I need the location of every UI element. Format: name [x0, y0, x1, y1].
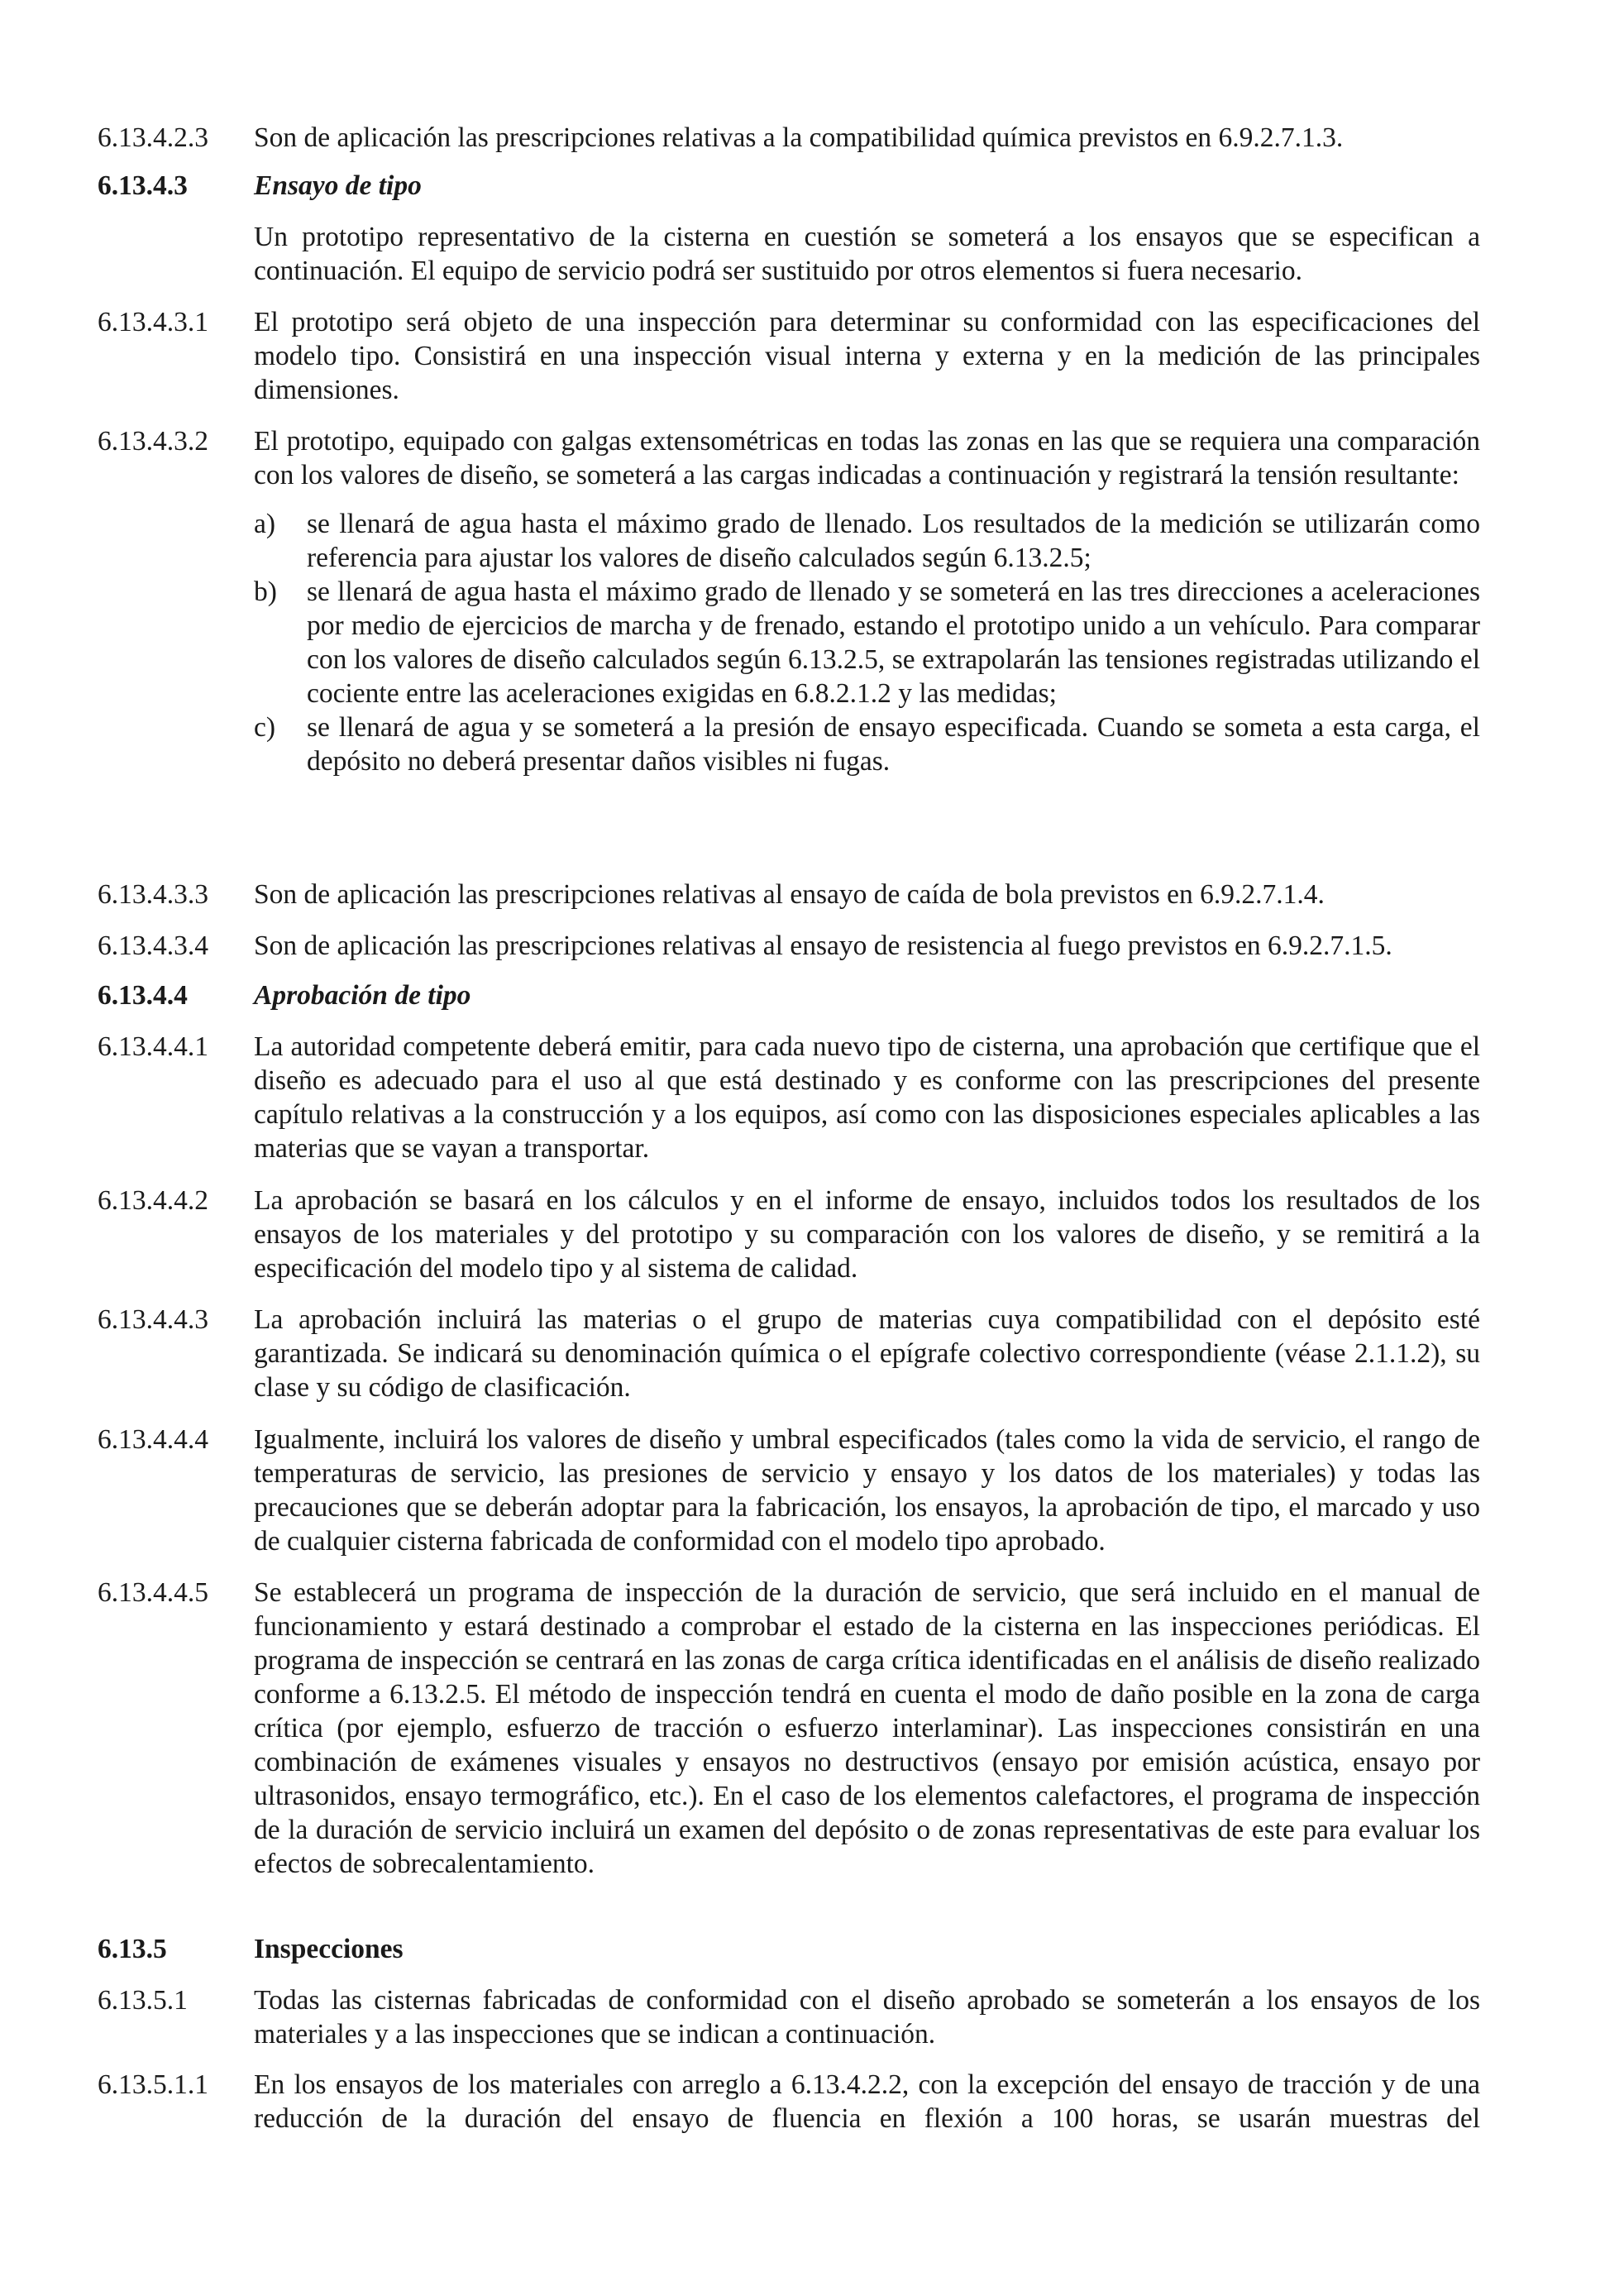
paragraph-6-13-4-3-2	[98, 424, 1480, 778]
list-item-text: se llenará de agua hasta el máximo grado de llenado y se someterá en las tres direcciones a aceleraciones por medio de ejercicios de marcha y de frenado, estando el prototipo unido a un vehículo. Para comparar con los valores de diseño calculados según 6.13.2.5, se extrapolarán las tensiones registradas utilizando el cociente entre las aceleraciones exigidas en 6.8.2.1.2 y las medidas;	[307, 576, 1480, 709]
section-number: 6.13.4.2.3	[98, 122, 208, 153]
paragraph-text: Igualmente, incluirá los valores de diseño y umbral especificados (tales como la vida de servicio, el rango de temperaturas de servicio, las presiones de servicio y ensayo y los datos de los materiales) y todas las precauciones que se deberán adoptar para la fabricación, los ensayos, la aprobación de tipo, el marcado y uso de cualquier cisterna fabricada de conformidad con el modelo tipo aprobado.	[254, 1424, 1480, 1557]
section-number: 6.13.4.4	[98, 980, 188, 1011]
paragraph-text: La autoridad competente deberá emitir, para cada nuevo tipo de cisterna, una aprobación que certifique que el diseño es adecuado para el uso al que está destinado y es conforme con las prescripciones del presente capítulo relativas a la construcción y a los equipos, así como con las disposiciones especiales aplicables a las materias que se vayan a transportar.	[254, 1031, 1480, 1164]
paragraph-text: En los ensayos de los materiales con arreglo a 6.13.4.2.2, con la excepción del ensayo de tracción y de una reducción de la duración del ensayo de fluencia en flexión a 100 horas, se usarán muestras del	[254, 2069, 1480, 2134]
paragraph-6-13-4-4-2	[98, 1184, 1480, 1285]
list-item-text: se llenará de agua hasta el máximo grado de llenado. Los resultados de la medición se utilizarán como referencia para ajustar los valores de diseño calculados según 6.13.2.5;	[307, 509, 1480, 573]
section-title: Aprobación de tipo	[254, 980, 471, 1011]
paragraph-text: Todas las cisternas fabricadas de conformidad con el diseño aprobado se someterán a los ensayos de los materiales y a las inspecciones que se indican a continuación.	[254, 1985, 1480, 2050]
section-number: 6.13.5.1.1	[98, 2069, 208, 2100]
paragraph-6-13-4-3-3	[98, 878, 1480, 911]
paragraph-6-13-4-4-1	[98, 1030, 1480, 1165]
paragraph-6-13-5-1-1	[98, 2068, 1480, 2136]
list-item-label: c)	[254, 712, 276, 743]
paragraph-6-13-4-3-4	[98, 929, 1480, 963]
paragraph-text: Son de aplicación las prescripciones relativas a la compatibilidad química previstos en 6.9.2.7.1.3.	[254, 122, 1344, 153]
list-item-label: a)	[254, 509, 276, 539]
heading-6-13-4-4	[98, 978, 1480, 1012]
paragraph-6-13-4-3-body	[98, 220, 1480, 288]
list-item-text: se llenará de agua y se someterá a la presión de ensayo especificada. Cuando se someta a esta carga, el depósito no deberá presentar daños visibles ni fugas.	[307, 712, 1480, 777]
section-title: Ensayo de tipo	[254, 170, 422, 201]
section-number: 6.13.4.3.4	[98, 930, 208, 961]
section-number: 6.13.4.4.1	[98, 1031, 208, 1062]
paragraph-text: Un prototipo representativo de la cisterna en cuestión se someterá a los ensayos que se especifican a continuación. El equipo de servicio podrá ser sustituido por otros elementos si fuera necesario.	[254, 222, 1480, 286]
paragraph-text: Son de aplicación las prescripciones relativas al ensayo de resistencia al fuego previstos en 6.9.2.7.1.5.	[254, 930, 1392, 961]
section-number: 6.13.4.3	[98, 170, 188, 201]
list-item-label: b)	[254, 576, 277, 607]
paragraph-text: El prototipo, equipado con galgas extensométricas en todas las zonas en las que se requiera una comparación con los valores de diseño, se someterá a las cargas indicadas a continuación y registrará la tensión resultante:	[254, 426, 1480, 490]
section-number: 6.13.4.3.1	[98, 307, 208, 337]
paragraph-text: Se establecerá un programa de inspección de la duración de servicio, que será incluido en el manual de funcionamiento y estará destinado a comprobar el estado de la cisterna en las inspecciones periódicas. El programa de inspección se centrará en las zonas de carga crítica identificadas en el análisis de diseño realizado conforme a 6.13.2.5. El método de inspección tendrá en cuenta el modo de daño posible en la zona de carga crítica (por ejemplo, esfuerzo de tracción o esfuerzo interlaminar). Las inspecciones consistirán en una combinación de exámenes visuales y ensayos no destructivos (ensayo por emisión acústica, ensayo por ultrasonidos, ensayo termográfico, etc.). En el caso de los elementos calefactores, el programa de inspección de la duración de servicio incluirá un examen del depósito o de zonas representativas de este para evaluar los efectos de sobrecalentamiento.	[254, 1577, 1480, 1879]
paragraph-6-13-4-4-3	[98, 1303, 1480, 1404]
section-number: 6.13.5	[98, 1934, 167, 1964]
list-item	[254, 575, 1480, 710]
section-number: 6.13.4.4.2	[98, 1185, 208, 1216]
section-number: 6.13.5.1	[98, 1985, 188, 2016]
list-item	[254, 710, 1480, 778]
paragraph-6-13-4-4-5	[98, 1576, 1480, 1881]
section-title: Inspecciones	[254, 1934, 404, 1964]
section-number: 6.13.4.4.3	[98, 1304, 208, 1335]
section-number: 6.13.4.4.4	[98, 1424, 208, 1455]
paragraph-6-13-4-3-1	[98, 305, 1480, 407]
paragraph-6-13-4-4-4	[98, 1423, 1480, 1558]
paragraph-6-13-5-1	[98, 1983, 1480, 2051]
section-number: 6.13.4.4.5	[98, 1577, 208, 1608]
paragraph-text: Son de aplicación las prescripciones relativas al ensayo de caída de bola previstos en 6.9.2.7.1.4.	[254, 879, 1325, 910]
heading-6-13-4-3	[98, 169, 1480, 203]
paragraph-text: La aprobación se basará en los cálculos y en el informe de ensayo, incluidos todos los resultados de los ensayos de los materiales y del prototipo y su comparación con los valores de diseño, y se remitirá a la especificación del modelo tipo y al sistema de calidad.	[254, 1185, 1480, 1284]
section-number: 6.13.4.3.3	[98, 879, 208, 910]
heading-6-13-5	[98, 1932, 1480, 1966]
load-list	[254, 507, 1480, 778]
paragraph-text: El prototipo será objeto de una inspección para determinar su conformidad con las especificaciones del modelo tipo. Consistirá en una inspección visual interna y externa y en la medición de las principales dimensiones.	[254, 307, 1480, 405]
paragraph-6-13-4-2-3	[98, 121, 1480, 155]
list-item	[254, 507, 1480, 575]
section-number: 6.13.4.3.2	[98, 426, 208, 457]
paragraph-text: La aprobación incluirá las materias o el grupo de materias cuya compatibilidad con el depósito esté garantizada. Se indicará su denominación química o el epígrafe colectivo correspondiente (véase 2.1.1.2), su clase y su código de clasificación.	[254, 1304, 1480, 1403]
